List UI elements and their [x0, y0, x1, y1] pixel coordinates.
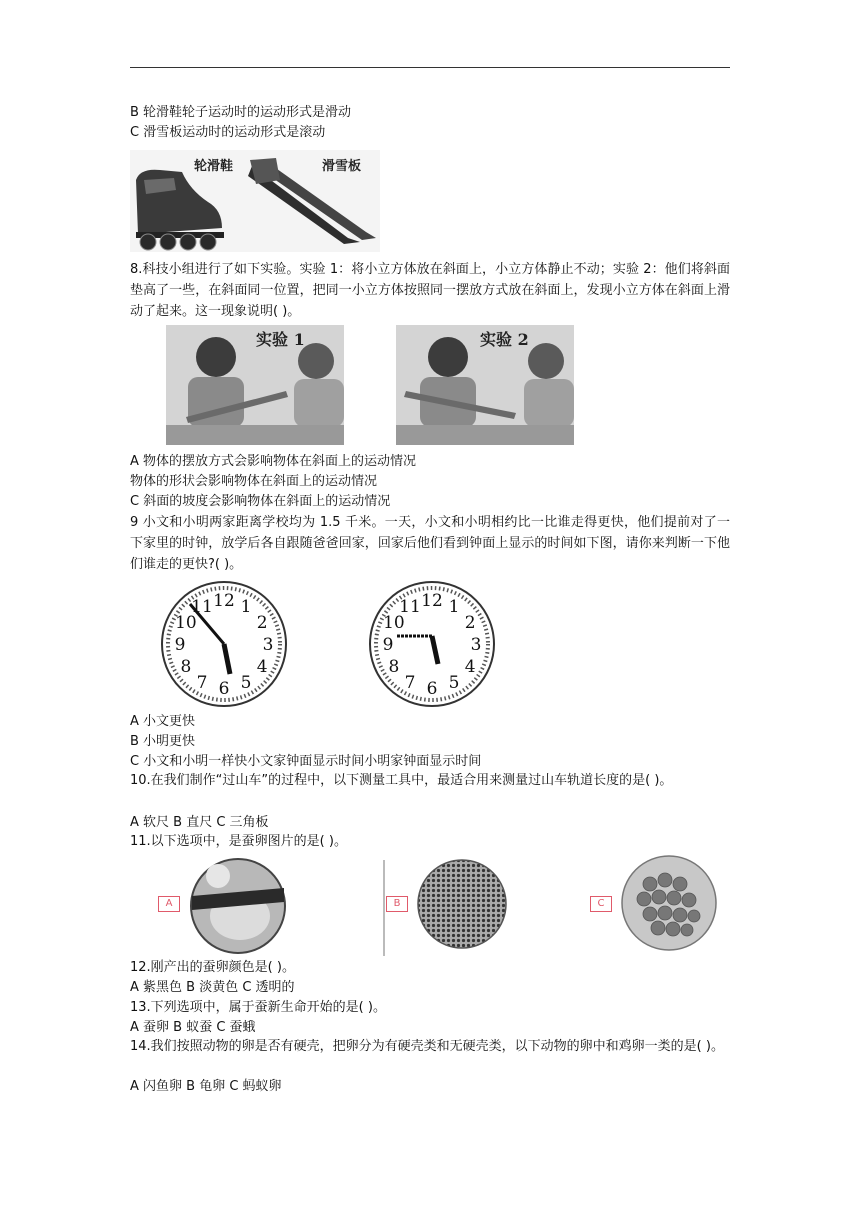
header-rule: [130, 67, 730, 68]
experiment-1-label: 实验 1: [256, 330, 305, 349]
clock-numeral: 3: [262, 635, 274, 655]
q8-option-a: A 物体的摆放方式会影响物体在斜面上的运动情况: [130, 454, 417, 469]
clock-numeral: 12: [421, 591, 443, 611]
experiment-2-label: 实验 2: [480, 330, 529, 349]
q7-option-c: C 滑雪板运动时的运动形式是滚动: [130, 125, 326, 140]
divider-line: [383, 860, 385, 956]
clock-numeral: 7: [404, 673, 416, 694]
clock-numeral: 12: [213, 591, 235, 611]
q7-option-b: B 轮滑鞋轮子运动时的运动形式是滑动: [130, 105, 352, 120]
clock-numeral: 3: [470, 635, 482, 655]
skate-label: 轮滑鞋: [194, 159, 234, 174]
experiment-1-photo: [166, 325, 344, 445]
skate-ski-image: [130, 150, 380, 252]
q11-tag-b: B: [386, 896, 408, 912]
option-b-photo: [416, 858, 508, 950]
clock-numeral: 9: [382, 635, 394, 655]
q9-question: 9 小文和小明两家距离学校均为 1.5 千米。一天，小文和小明相约比一比谁走得更快，他们提前对了一下家里的时钟，放学后各自跟随爸爸回家，回家后他们看到钟面上显示的时间如下图，请你来判断一下他们谁走的更快?( )。: [130, 515, 730, 572]
q10-question: 10.在我们制作“过山车”的过程中，以下测量工具中，最适合用来测量过山车轨道长度的是( )。: [130, 773, 673, 788]
q11-tag-c: C: [590, 896, 612, 912]
clock-numeral: 4: [464, 657, 476, 677]
clock-numeral: 11: [191, 596, 213, 617]
clock-numeral: 10: [383, 613, 405, 633]
clock-numeral: 1: [240, 596, 252, 617]
q8-option-c: C 斜面的坡度会影响物体在斜面上的运动情况: [130, 494, 391, 509]
q13-question: 13.下列选项中，属于蚕新生命开始的是( )。: [130, 1000, 386, 1015]
q9-option-a: A 小文更快: [130, 714, 196, 729]
clock-numeral: 9: [174, 635, 186, 655]
q8-option-b: 物体的形状会影响物体在斜面上的运动情况: [130, 474, 378, 489]
clock-numeral: 5: [448, 673, 460, 694]
q8-question: 8.科技小组进行了如下实验。实验 1：将小立方体放在斜面上，小立方体静止不动；实验 2：他们将斜面垫高了一些，在斜面同一位置，把同一小立方体按照同一摆放方式放在斜面上，发现小立方体在斜面上滑动了起来。这一现象说明( )。: [130, 262, 730, 319]
q11-tag-a: A: [158, 896, 180, 912]
clock-numeral: 4: [256, 657, 268, 677]
q14-question: 14.我们按照动物的卵是否有硬壳，把卵分为有硬壳类和无硬壳类，以下动物的卵中和鸡卵一类的是( )。: [130, 1039, 724, 1054]
clock-numeral: 8: [180, 657, 192, 677]
option-c-photo: [620, 854, 718, 952]
q10-options: A 软尺 B 直尺 C 三角板: [130, 815, 269, 830]
clock-numeral: 2: [464, 613, 476, 633]
q13-options: A 蚕卵 B 蚁蚕 C 蚕蛾: [130, 1020, 256, 1035]
ski-label: 滑雪板: [322, 159, 362, 174]
q14-options: A 闪鱼卵 B 龟卵 C 蚂蚁卵: [130, 1079, 282, 1094]
xiaoming-clock: [366, 578, 498, 710]
xiaowen-clock: [158, 578, 290, 710]
clock-numeral: 6: [426, 679, 438, 699]
clock-numeral: 10: [175, 613, 197, 633]
clock-numeral: 7: [196, 673, 208, 694]
clock-numeral: 6: [218, 679, 230, 699]
q9-option-b: B 小明更快: [130, 734, 196, 749]
clock-numeral: 5: [240, 673, 252, 694]
clock-numeral: 11: [399, 596, 421, 617]
option-a-photo: [188, 856, 288, 956]
clock-numeral: 1: [448, 596, 460, 617]
q9-option-c: C 小文和小明一样快小文家钟面显示时间小明家钟面显示时间: [130, 754, 482, 769]
clock-numeral: 8: [388, 657, 400, 677]
q12-options: A 紫黑色 B 淡黄色 C 透明的: [130, 980, 295, 995]
q11-question: 11.以下选项中，是蚕卵图片的是( )。: [130, 834, 347, 849]
clock-numeral: 2: [256, 613, 268, 633]
q12-question: 12.刚产出的蚕卵颜色是( )。: [130, 960, 295, 975]
experiment-2-photo: [396, 325, 574, 445]
